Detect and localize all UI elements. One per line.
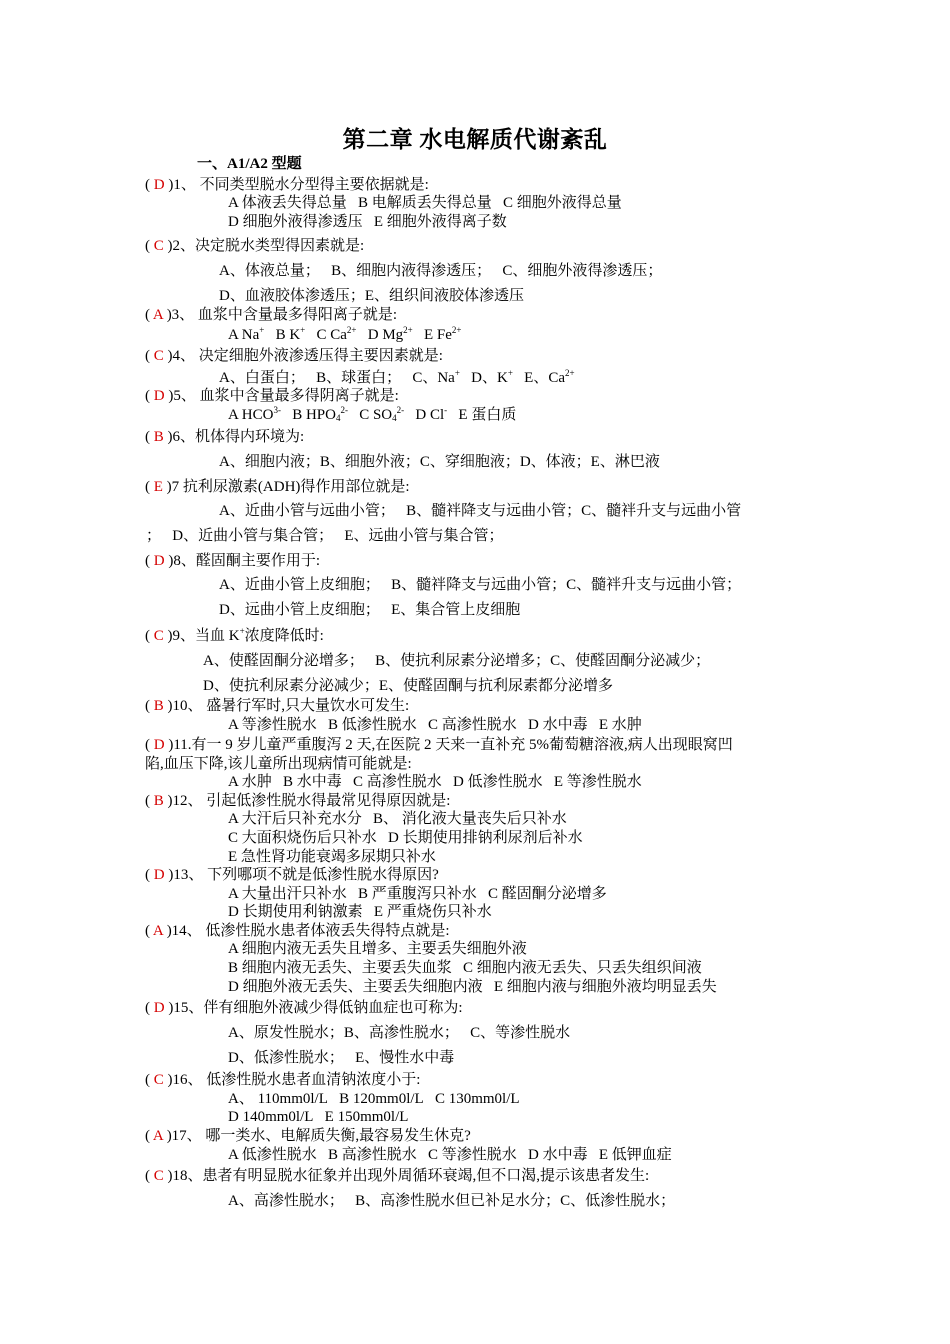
question-7: ( E )7 抗利尿激素(ADH)得作用部位就是: <box>145 479 410 495</box>
question-4: ( C )4、 决定细胞外液渗透压得主要因素就是: <box>145 348 443 364</box>
question-stem: )17、 哪一类水、电解质失衡,最容易发生休克? <box>166 1128 471 1144</box>
answer-options: A Na+ B K+ C $Ca^{2+}$ D $Mg^{2+}$ E $Fe^{2+}$ <box>228 325 462 343</box>
question-12: ( B )12、 引起低渗性脱水得最常见得原因就是: <box>145 793 451 809</box>
answer-options: D 细胞外液得渗透压 E 细胞外液得离子数 <box>228 214 507 230</box>
answer-options: A、高渗性脱水； B、高渗性脱水但已补足水分；C、低渗性脱水； <box>228 1193 676 1209</box>
answer-options: A 等渗性脱水 B 低渗性脱水 C 高渗性脱水 D 水中毒 E 水肿 <box>228 717 642 733</box>
question-stem: )1、 不同类型脱水分型得主要依据就是: <box>168 177 429 193</box>
answer-options: A、白蛋白； B、球蛋白； C、Na+ D、K+ E、$Ca^{2+}$ <box>219 368 575 386</box>
answer-letter: D <box>153 867 165 883</box>
answer-letter: D <box>153 177 165 193</box>
question-10: ( B )10、 盛暑行军时,只大量饮水可发生: <box>145 698 410 714</box>
question-13: ( D )13、 下列哪项不就是低渗性脱水得原因? <box>145 867 439 883</box>
answer-options: A 大汗后只补充水分 B、 消化液大量丧失后只补水 <box>228 811 567 827</box>
answer-letter: B <box>153 429 164 445</box>
answer-options: ； D、近曲小管与集合管； E、远曲小管与集合管； <box>146 528 504 544</box>
answer-letter: E <box>153 479 163 495</box>
question-stem: )10、 盛暑行军时,只大量饮水可发生: <box>167 698 410 714</box>
answer-options: A、体液总量； B、细胞内液得渗透压； C、细胞外液得渗透压； <box>219 263 663 279</box>
question-stem: )8、醛固酮主要作用于: <box>168 553 321 569</box>
question-stem: )15、伴有细胞外液减少得低钠血症也可称为: <box>168 1000 463 1016</box>
answer-letter: D <box>153 1000 165 1016</box>
question-stem: )7 抗利尿激素(ADH)得作用部位就是: <box>166 479 410 495</box>
chapter-title: 第二章 水电解质代谢紊乱 <box>342 127 608 152</box>
answer-letter: A <box>152 923 163 939</box>
question-1: ( D )1、 不同类型脱水分型得主要依据就是: <box>145 177 429 193</box>
answer-options: A、近曲小管与远曲小管； B、髓袢降支与远曲小管；C、髓袢升支与远曲小管 <box>219 503 742 519</box>
question-2: ( C )2、决定脱水类型得因素就是: <box>145 238 365 254</box>
answer-options: A、细胞内液；B、细胞外液；C、穿细胞液；D、体液；E、淋巴液 <box>219 454 660 470</box>
question-8: ( D )8、醛固酮主要作用于: <box>145 553 321 569</box>
answer-options: E 急性肾功能衰竭多尿期只补水 <box>228 849 436 865</box>
question-stem: )9、当血 K+浓度降低时: <box>167 626 324 644</box>
answer-letter: B <box>153 698 164 714</box>
question-stem: )6、机体得内环境为: <box>167 429 305 445</box>
answer-letter: B <box>153 793 164 809</box>
question-6: ( B )6、机体得内环境为: <box>145 429 305 445</box>
answer-options: B 细胞内液无丢失、主要丢失血浆 C 细胞内液无丢失、只丢失组织间液 <box>228 960 702 976</box>
answer-letter: A <box>152 1128 163 1144</box>
answer-options: A 水肿 B 水中毒 C 高渗性脱水 D 低渗性脱水 E 等渗性脱水 <box>228 774 642 790</box>
answer-letter: C <box>153 628 164 644</box>
question-stem: )11.有一 9 岁儿童严重腹泻 2 天,在医院 2 天来一直补充 5%葡萄糖溶液,病人出现眼窝凹 <box>168 737 733 753</box>
question-14: ( A )14、 低渗性脱水患者体液丢失得特点就是: <box>145 923 450 939</box>
answer-options: A 大量出汗只补水 B 严重腹泻只补水 C 醛固酮分泌增多 <box>228 886 607 902</box>
question-17: ( A )17、 哪一类水、电解质失衡,最容易发生休克? <box>145 1128 471 1144</box>
answer-options: D 细胞外液无丢失、主要丢失细胞内液 E 细胞内液与细胞外液均明显丢失 <box>228 979 717 995</box>
question-stem: )13、 下列哪项不就是低渗性脱水得原因? <box>168 867 439 883</box>
answer-options: A、原发性脱水；B、高渗性脱水； C、等渗性脱水 <box>228 1025 571 1041</box>
answer-options: D、血液胶体渗透压；E、组织间液胶体渗透压 <box>219 288 524 304</box>
answer-options: C 大面积烧伤后只补水 D 长期使用排钠利尿剂后补水 <box>228 830 583 846</box>
question-stem: )2、决定脱水类型得因素就是: <box>167 238 365 254</box>
question-stem: )18、患者有明显脱水征象并出现外周循环衰竭,但不口渴,提示该患者发生: <box>167 1168 650 1184</box>
answer-letter: D <box>153 388 165 404</box>
answer-letter: A <box>152 307 163 323</box>
question-stem: )16、 低渗性脱水患者血清钠浓度小于: <box>167 1072 421 1088</box>
answer-letter: D <box>153 737 165 753</box>
question-stem: )3、 血浆中含量最多得阳离子就是: <box>166 307 398 323</box>
question-stem: )14、 低渗性脱水患者体液丢失得特点就是: <box>166 923 450 939</box>
question-stem-continued: 陷,血压下降,该儿童所出现病情可能就是: <box>145 756 412 772</box>
question-stem: )4、 决定细胞外液渗透压得主要因素就是: <box>167 348 443 364</box>
question-5: ( D )5、 血浆中含量最多得阴离子就是: <box>145 388 399 404</box>
question-stem: )5、 血浆中含量最多得阴离子就是: <box>168 388 399 404</box>
question-15: ( D )15、伴有细胞外液减少得低钠血症也可称为: <box>145 1000 463 1016</box>
answer-options: A、 110mm0l/L B 120mm0l/L C 130mm0l/L <box>228 1091 520 1107</box>
answer-letter: C <box>153 238 164 254</box>
question-18: ( C )18、患者有明显脱水征象并出现外周循环衰竭,但不口渴,提示该患者发生: <box>145 1168 650 1184</box>
section-heading: 一、A1/A2 型题 <box>197 156 302 172</box>
answer-options: A 低渗性脱水 B 高渗性脱水 C 等渗性脱水 D 水中毒 E 低钾血症 <box>228 1147 672 1163</box>
answer-options: D、远曲小管上皮细胞； E、集合管上皮细胞 <box>219 602 521 618</box>
answer-letter: C <box>153 348 164 364</box>
answer-options: D、使抗利尿素分泌减少；E、使醛固酮与抗利尿素都分泌增多 <box>203 678 613 694</box>
answer-options: D 140mm0l/L E 150mm0l/L <box>228 1109 409 1125</box>
answer-letter: C <box>153 1072 164 1088</box>
answer-letter: D <box>153 553 165 569</box>
question-stem: )12、 引起低渗性脱水得最常见得原因就是: <box>167 793 451 809</box>
answer-options: D 长期使用利钠激素 E 严重烧伤只补水 <box>228 904 492 920</box>
answer-letter: C <box>153 1168 164 1184</box>
answer-options: A 细胞内液无丢失且增多、主要丢失细胞外液 <box>228 941 527 957</box>
answer-options: A、近曲小管上皮细胞； B、髓袢降支与远曲小管；C、髓袢升支与远曲小管； <box>219 577 742 593</box>
question-16: ( C )16、 低渗性脱水患者血清钠浓度小于: <box>145 1072 421 1088</box>
answer-options: A $HCO^{3-}$ B $HPO_4^{2-}$ C $SO_4^{2-}$ D Cl- E 蛋白质 <box>228 405 517 423</box>
answer-options: A、使醛固酮分泌增多； B、使抗利尿素分泌增多；C、使醛固酮分泌减少； <box>203 653 711 669</box>
question-11: ( D )11.有一 9 岁儿童严重腹泻 2 天,在医院 2 天来一直补充 5%葡萄糖溶液,病人出现眼窝凹 <box>145 737 733 753</box>
answer-options: D、低渗性脱水； E、慢性水中毒 <box>228 1050 455 1066</box>
question-9: ( C )9、当血 K+浓度降低时: <box>145 626 324 644</box>
answer-options: A 体液丢失得总量 B 电解质丢失得总量 C 细胞外液得总量 <box>228 195 622 211</box>
question-3: ( A )3、 血浆中含量最多得阳离子就是: <box>145 307 398 323</box>
